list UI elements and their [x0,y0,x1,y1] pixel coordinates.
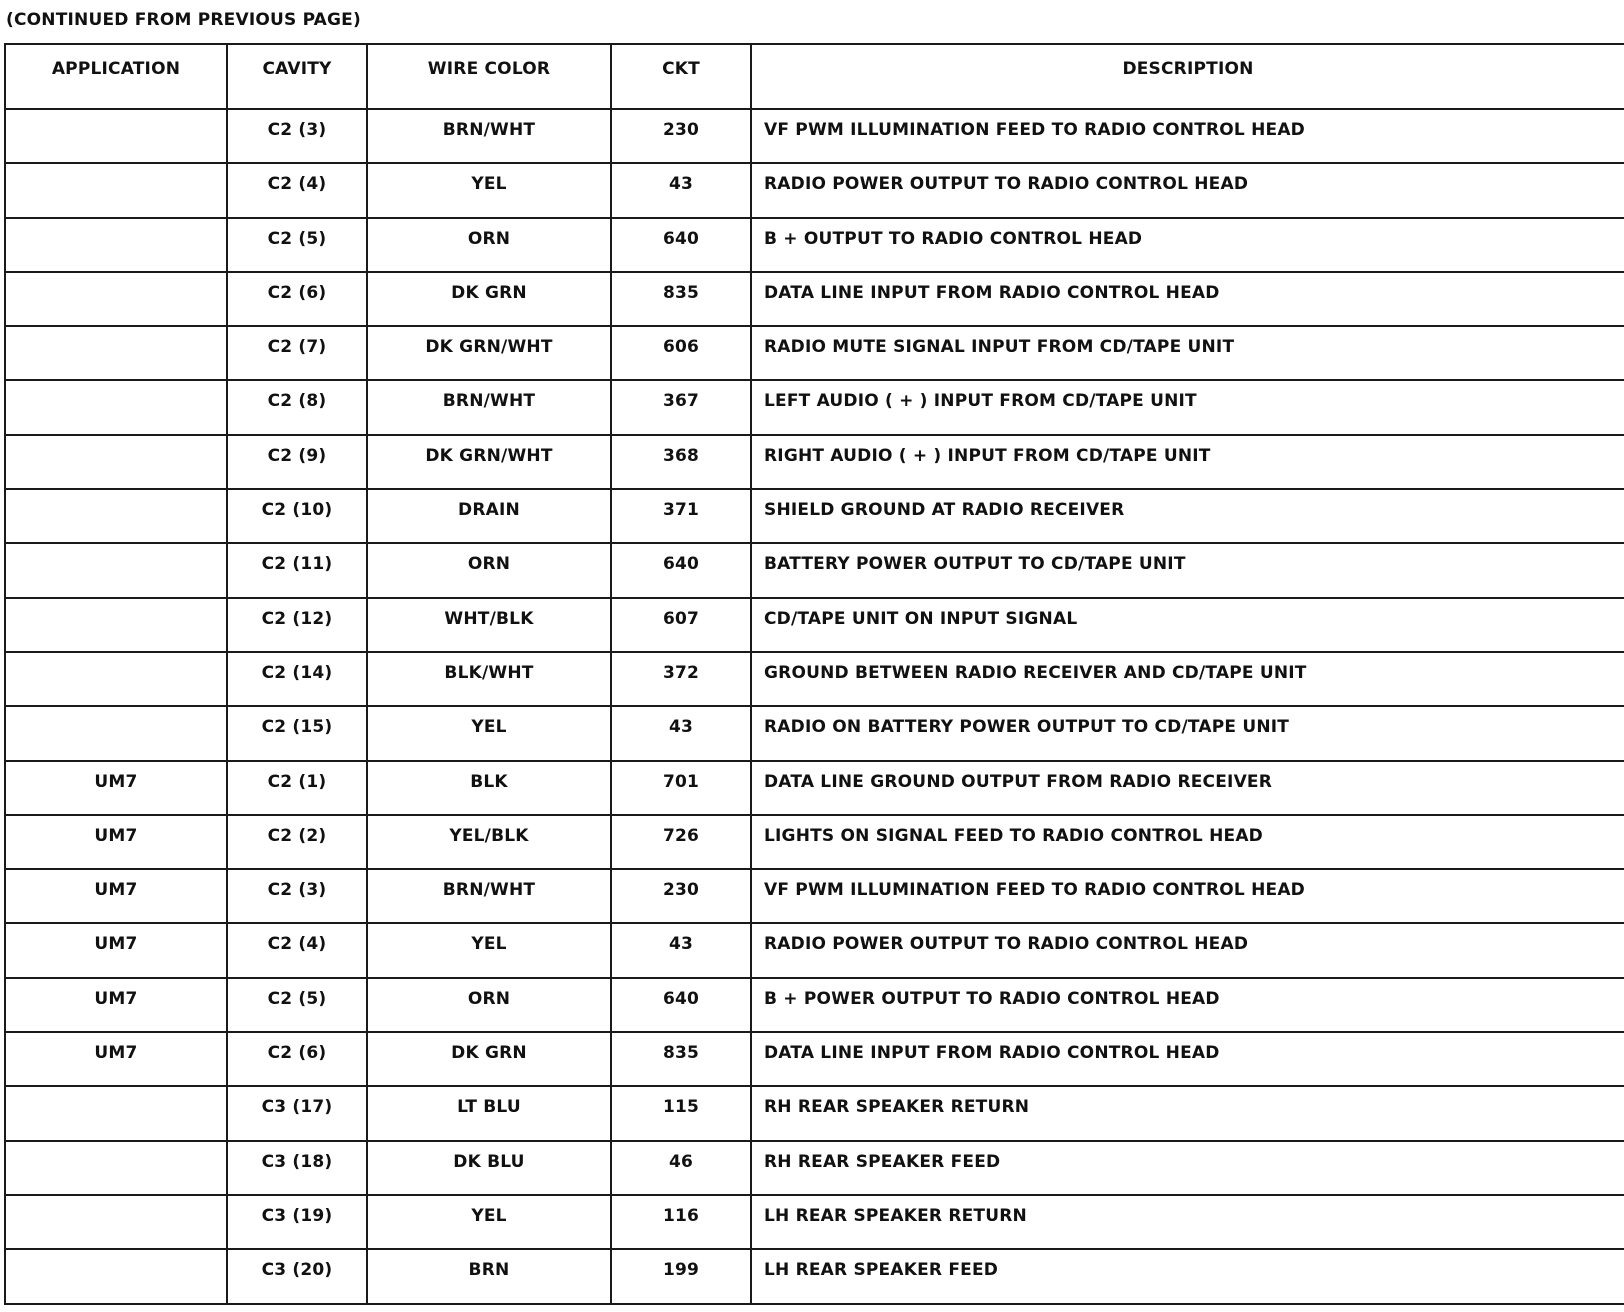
cell-wire-color: BLK/WHT [367,652,611,706]
header-row [5,44,1624,109]
cell-wire-color: DK GRN [367,1032,611,1086]
cell-wire-color: YEL/BLK [367,815,611,869]
cell-application: UM7 [5,815,227,869]
cell-wire-color: DK GRN [367,272,611,326]
cell-ckt: 701 [611,761,751,815]
column-header-ckt: CKT [611,44,751,109]
table-row [5,1249,1624,1303]
cell-description: RADIO POWER OUTPUT TO RADIO CONTROL HEAD [751,163,1624,217]
cell-description: DATA LINE GROUND OUTPUT FROM RADIO RECEIVER [751,761,1624,815]
cell-description: RADIO MUTE SIGNAL INPUT FROM CD/TAPE UNIT [751,326,1624,380]
cell-ckt: 835 [611,272,751,326]
cell-ckt: 371 [611,489,751,543]
cell-ckt: 640 [611,218,751,272]
cell-cavity: C3 (19) [227,1195,367,1249]
cell-ckt: 606 [611,326,751,380]
cell-ckt: 230 [611,869,751,923]
cell-cavity: C2 (4) [227,163,367,217]
cell-application [5,1086,227,1140]
cell-cavity: C2 (7) [227,326,367,380]
cell-application [5,109,227,163]
cell-wire-color: ORN [367,978,611,1032]
cell-ckt: 43 [611,163,751,217]
table-row [5,163,1624,217]
cell-cavity: C2 (8) [227,380,367,434]
table-row [5,706,1624,760]
cell-cavity: C2 (2) [227,815,367,869]
table-row [5,380,1624,434]
cell-description: LIGHTS ON SIGNAL FEED TO RADIO CONTROL HEAD [751,815,1624,869]
cell-wire-color: DRAIN [367,489,611,543]
cell-wire-color: WHT/BLK [367,598,611,652]
table-row [5,1141,1624,1195]
table-row [5,815,1624,869]
cell-description: RH REAR SPEAKER RETURN [751,1086,1624,1140]
cell-cavity: C3 (17) [227,1086,367,1140]
table-row [5,543,1624,597]
cell-application [5,1195,227,1249]
cell-ckt: 640 [611,978,751,1032]
table-row [5,869,1624,923]
cell-cavity: C2 (6) [227,272,367,326]
table-row [5,272,1624,326]
column-header-wire-color: WIRE COLOR [367,44,611,109]
cell-application: UM7 [5,923,227,977]
cell-application [5,489,227,543]
cell-ckt: 116 [611,1195,751,1249]
cell-wire-color: YEL [367,923,611,977]
cell-ckt: 640 [611,543,751,597]
cell-wire-color: BRN/WHT [367,109,611,163]
cell-description: LH REAR SPEAKER RETURN [751,1195,1624,1249]
cell-description: DATA LINE INPUT FROM RADIO CONTROL HEAD [751,272,1624,326]
cell-wire-color: ORN [367,218,611,272]
cell-application [5,272,227,326]
table-row [5,109,1624,163]
cell-wire-color: YEL [367,1195,611,1249]
cell-application [5,163,227,217]
cell-wire-color: BRN/WHT [367,380,611,434]
cell-cavity: C2 (1) [227,761,367,815]
cell-description: LEFT AUDIO ( + ) INPUT FROM CD/TAPE UNIT [751,380,1624,434]
cell-description: SHIELD GROUND AT RADIO RECEIVER [751,489,1624,543]
cell-ckt: 372 [611,652,751,706]
cell-cavity: C2 (12) [227,598,367,652]
cell-cavity: C2 (11) [227,543,367,597]
cell-description: DATA LINE INPUT FROM RADIO CONTROL HEAD [751,1032,1624,1086]
cell-wire-color: YEL [367,163,611,217]
cell-wire-color: BRN/WHT [367,869,611,923]
cell-ckt: 43 [611,923,751,977]
table-row [5,489,1624,543]
cell-cavity: C3 (20) [227,1249,367,1303]
cell-description: GROUND BETWEEN RADIO RECEIVER AND CD/TAPE UNIT [751,652,1624,706]
cell-wire-color: BLK [367,761,611,815]
cell-ckt: 726 [611,815,751,869]
table-row [5,218,1624,272]
cell-cavity: C2 (4) [227,923,367,977]
cell-application: UM7 [5,761,227,815]
cell-ckt: 46 [611,1141,751,1195]
cell-application: UM7 [5,978,227,1032]
cell-ckt: 367 [611,380,751,434]
table-row [5,435,1624,489]
continued-from-previous-page-note: (CONTINUED FROM PREVIOUS PAGE) [6,10,361,30]
table-header [5,44,1624,109]
cell-application [5,326,227,380]
cell-wire-color: ORN [367,543,611,597]
cell-wire-color: DK GRN/WHT [367,435,611,489]
cell-wire-color: DK BLU [367,1141,611,1195]
cell-application: UM7 [5,869,227,923]
table-row [5,1195,1624,1249]
cell-ckt: 835 [611,1032,751,1086]
cell-wire-color: YEL [367,706,611,760]
cell-description: RADIO POWER OUTPUT TO RADIO CONTROL HEAD [751,923,1624,977]
column-header-description: DESCRIPTION [751,44,1624,109]
cell-ckt: 199 [611,1249,751,1303]
table-row [5,326,1624,380]
cell-description: VF PWM ILLUMINATION FEED TO RADIO CONTROL HEAD [751,869,1624,923]
cell-cavity: C2 (3) [227,109,367,163]
cell-cavity: C2 (15) [227,706,367,760]
cell-description: B + OUTPUT TO RADIO CONTROL HEAD [751,218,1624,272]
table-row [5,978,1624,1032]
cell-application [5,1249,227,1303]
cell-application [5,435,227,489]
table-row [5,598,1624,652]
cell-description: BATTERY POWER OUTPUT TO CD/TAPE UNIT [751,543,1624,597]
cell-wire-color: LT BLU [367,1086,611,1140]
cell-ckt: 607 [611,598,751,652]
cell-cavity: C2 (9) [227,435,367,489]
cell-wire-color: BRN [367,1249,611,1303]
cell-description: VF PWM ILLUMINATION FEED TO RADIO CONTROL HEAD [751,109,1624,163]
connector-pinout-table [4,43,1624,1305]
cell-application [5,706,227,760]
cell-ckt: 230 [611,109,751,163]
table-row [5,1032,1624,1086]
column-header-application: APPLICATION [5,44,227,109]
cell-wire-color: DK GRN/WHT [367,326,611,380]
cell-cavity: C2 (5) [227,978,367,1032]
cell-cavity: C2 (3) [227,869,367,923]
cell-description: B + POWER OUTPUT TO RADIO CONTROL HEAD [751,978,1624,1032]
cell-cavity: C2 (6) [227,1032,367,1086]
cell-ckt: 115 [611,1086,751,1140]
cell-cavity: C3 (18) [227,1141,367,1195]
cell-description: RADIO ON BATTERY POWER OUTPUT TO CD/TAPE UNIT [751,706,1624,760]
column-header-cavity: CAVITY [227,44,367,109]
cell-application [5,543,227,597]
cell-ckt: 368 [611,435,751,489]
table-row [5,652,1624,706]
cell-application: UM7 [5,1032,227,1086]
cell-application [5,598,227,652]
cell-description: LH REAR SPEAKER FEED [751,1249,1624,1303]
cell-cavity: C2 (14) [227,652,367,706]
table-row [5,1086,1624,1140]
cell-cavity: C2 (10) [227,489,367,543]
cell-application [5,652,227,706]
cell-description: CD/TAPE UNIT ON INPUT SIGNAL [751,598,1624,652]
table-row [5,761,1624,815]
table-row [5,923,1624,977]
cell-description: RIGHT AUDIO ( + ) INPUT FROM CD/TAPE UNIT [751,435,1624,489]
cell-ckt: 43 [611,706,751,760]
cell-application [5,1141,227,1195]
table-body [5,109,1624,1304]
cell-application [5,218,227,272]
cell-application [5,380,227,434]
cell-description: RH REAR SPEAKER FEED [751,1141,1624,1195]
cell-cavity: C2 (5) [227,218,367,272]
